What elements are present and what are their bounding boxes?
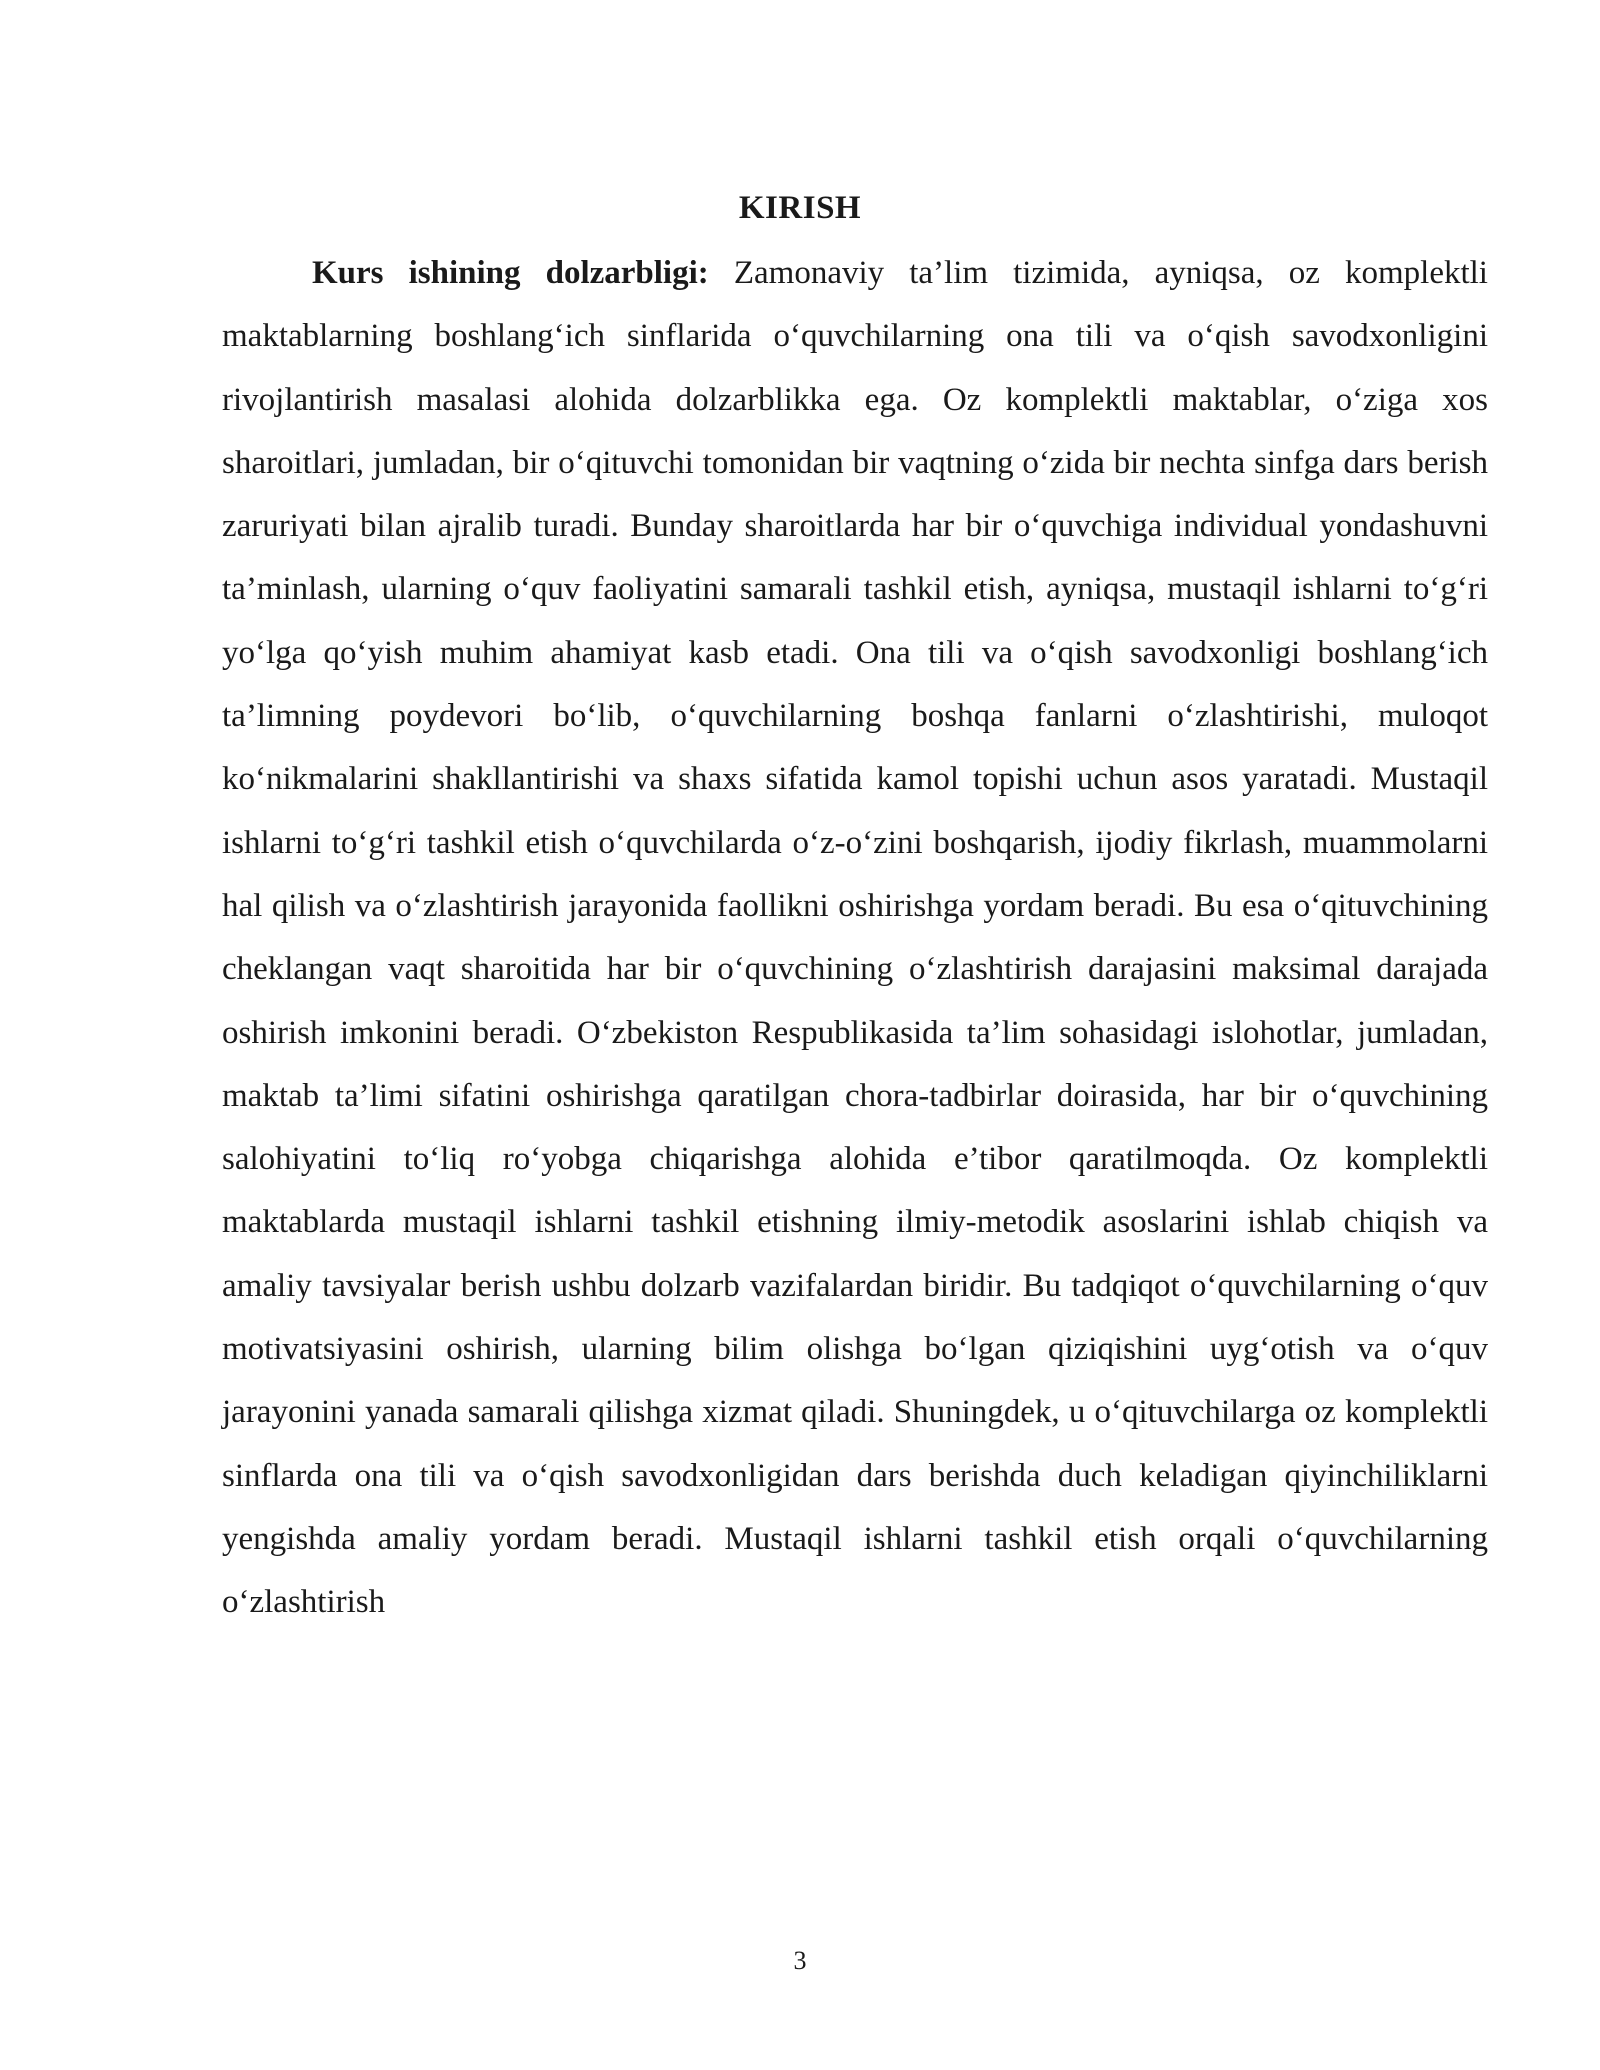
body-paragraph: [222, 242, 1488, 1635]
paragraph-lead: Kurs ishining dolzarbligi:: [312, 255, 709, 291]
page-number: 3: [793, 1946, 807, 1975]
paragraph-text: Zamonaviy ta’lim tizimida, ayniqsa, oz komplektli maktablarning boshlang‘ich sinflarida o‘quvchilarning ona tili va o‘qish savodxonligini rivojlantirish masalasi alohida dolzarblikka ega. Oz komplektli maktablar, o‘ziga xos sharoitlari, jumladan, bir o‘qituvchi tomonidan bir vaqtning o‘zida bir nechta sinfga dars berish zaruriyati bilan ajralib turadi. Bunday sharoitlarda har bir o‘quvchiga individual yondashuvni ta’minlash, ularning o‘quv faoliyatini samarali tashkil etish, ayniqsa, mustaqil ishlarni to‘g‘ri yo‘lga qo‘yish muhim ahamiyat kasb etadi. Ona tili va o‘qish savodxonligi boshlang‘ich ta’limning poydevori bo‘lib, o‘quvchilarning boshqa fanlarni o‘zlashtirishi, muloqot ko‘nikmalarini shakllantirishi va shaxs sifatida kamol topishi uchun asos yaratadi. Mustaqil ishlarni to‘g‘ri tashkil etish o‘quvchilarda o‘z-o‘zini boshqarish, ijodiy fikrlash, muammolarni hal qilish va o‘zlashtirish jarayonida faollikni oshirishga yordam beradi. Bu esa o‘qituvchining cheklangan vaqt sharoitida har bir o‘quvchining o‘zlashtirish darajasini maksimal darajada oshirish imkonini beradi. O‘zbekiston Respublikasida ta’lim sohasidagi islohotlar, jumladan, maktab ta’limi sifatini oshirishga qaratilgan chora-tadbirlar doirasida, har bir o‘quvchining salohiyatini to‘liq ro‘yobga chiqarishga alohida e’tibor qaratilmoqda. Oz komplektli maktablarda mustaqil ishlarni tashkil etishning ilmiy-metodik asoslarini ishlab chiqish va amaliy tavsiyalar berish ushbu dolzarb vazifalardan biridir. Bu tadqiqot o‘quvchilarning o‘quv motivatsiyasini oshirish, ularning bilim olishga bo‘lgan qiziqishini uyg‘otish va o‘quv jarayonini yanada samarali qilishga xizmat qiladi. Shuningdek, u o‘qituvchilarga oz komplektli sinflarda ona tili va o‘qish savodxonligidan dars berishda duch keladigan qiyinchiliklarni yengishda amaliy yordam beradi. Mustaqil ishlarni tashkil etish orqali o‘quvchilarning o‘zlashtirish: [222, 255, 1488, 1621]
page-title: KIRISH: [738, 190, 862, 226]
